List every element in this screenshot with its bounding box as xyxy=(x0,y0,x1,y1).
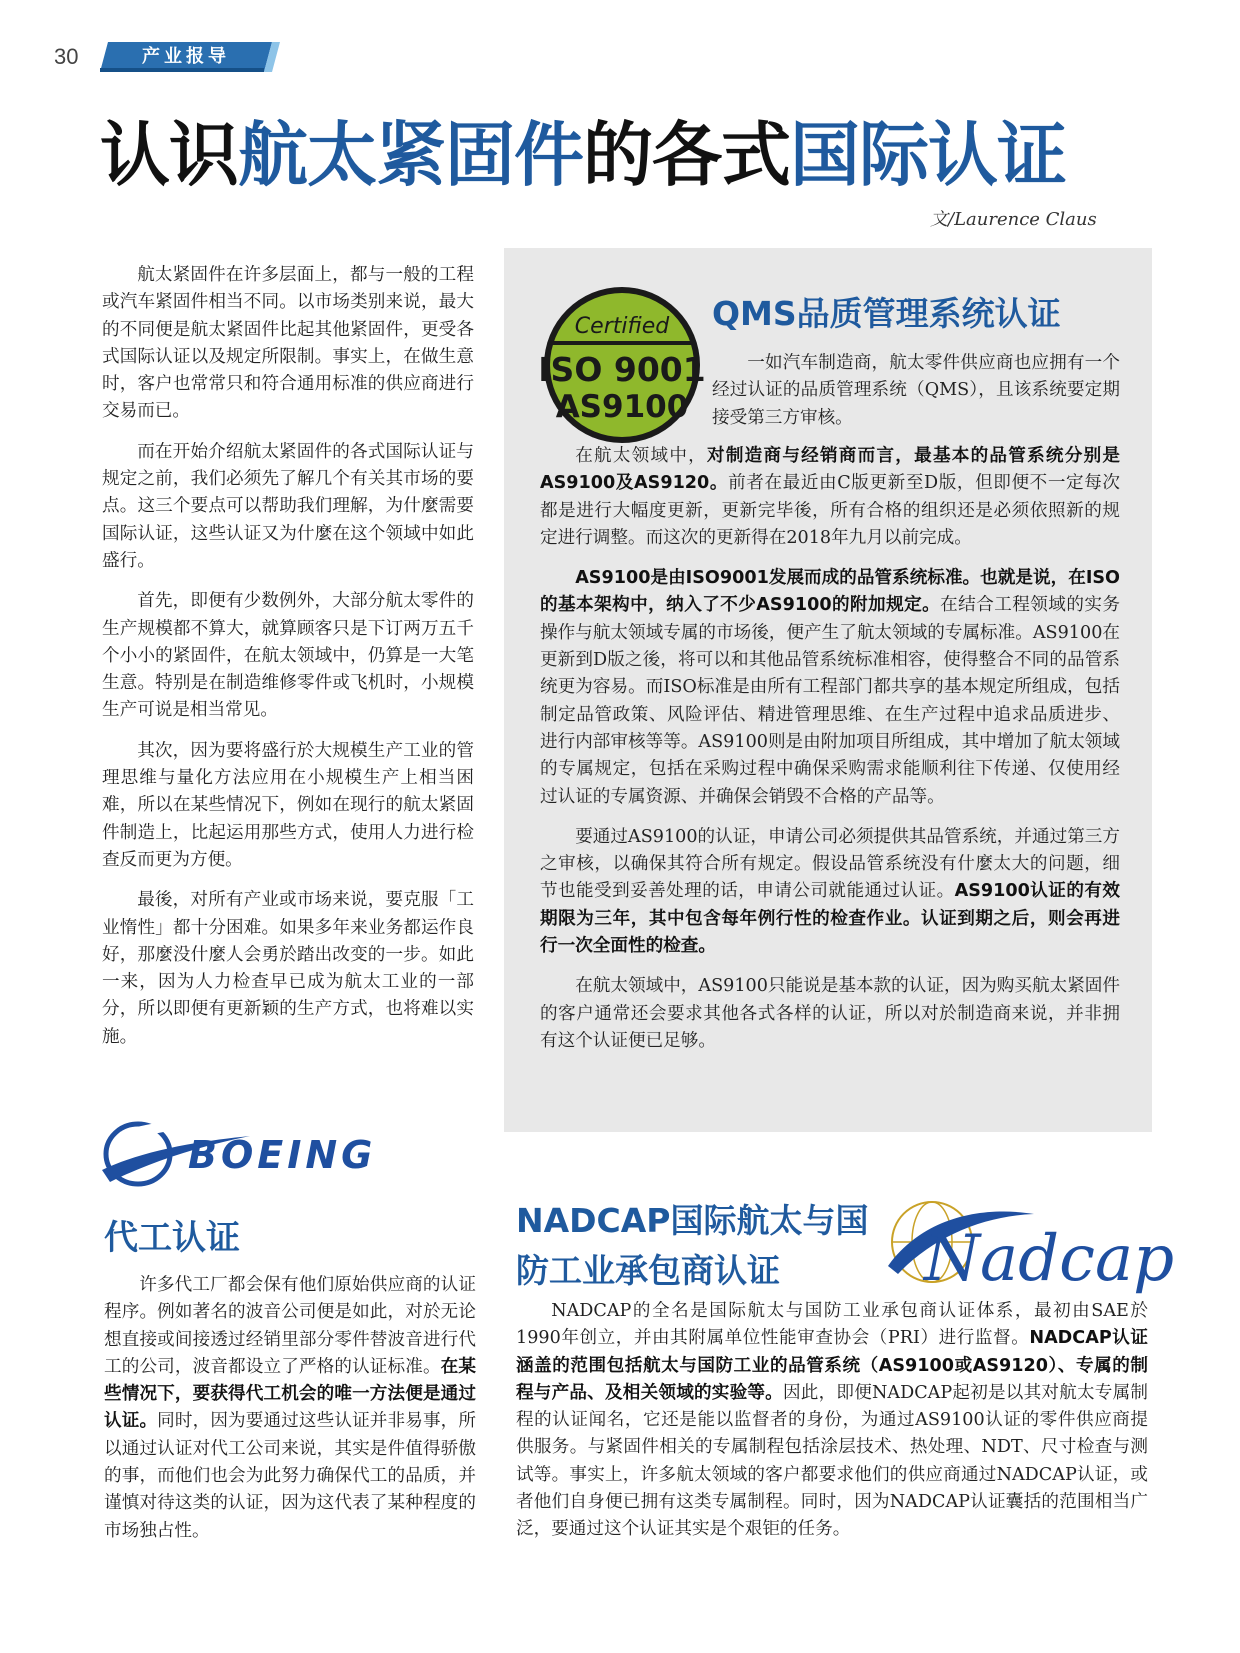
boeing-heading: 代工认证 xyxy=(104,1218,240,1258)
qms-paragraph-5: 在航太领域中，AS9100只能说是基本款的认证，因为购买航太紧固件的客户通常还会要求其他各式各样的认证，所以对於制造商来说，并非拥有这个认证便已足够。 xyxy=(540,976,1120,1051)
qms-p3-bold: AS9100是由ISO9001发展而成的品管系统标准。也就是说，在ISO的基本架构中，纳入了不少AS9100的附加规定。 xyxy=(540,568,1120,616)
qms-paragraph-3 xyxy=(540,565,1120,811)
qms-p2-bold: 对制造商与经销商而言，最基本的品管系统分别是AS9100及AS9120。 xyxy=(540,446,1120,494)
qms-p1-text: 一如汽车制造商，航太零件供应商也应拥有一个经过认证的品质管理系统（QMS），且该系统要定期接受第三方审核。 xyxy=(712,353,1120,428)
boeing-logo xyxy=(100,1112,460,1192)
nadcap-heading-line-1: NADCAP国际航太与国 xyxy=(516,1201,869,1240)
nadcap-logo xyxy=(884,1196,1175,1296)
intro-paragraph-1: 航太紧固件在许多层面上，都与一般的工程或汽车紧固件相当不同。以市场类别来说，最大的不同便是航太紧固件比起其他紧固件，更受各式国际认证以及规定所限制。事实上，在做生意时，客户也常常只和符合通用标准的供应商进行交易而已。 xyxy=(102,265,474,422)
qms-paragraph-4 xyxy=(540,824,1120,960)
intro-paragraph-5: 最後，对所有产业或市场来说，要克服「工业惰性」都十分困难。如果多年来业务都运作良好，那麼没什麼人会勇於踏出改变的一步。如此一来，因为人力检查早已成为航太工业的一部分，所以即便有更新颖的生产方式，也将难以实施。 xyxy=(102,890,474,1047)
title-part-3: 的各式 xyxy=(583,114,790,196)
title-part-4: 国际认证 xyxy=(790,114,1066,196)
qms-paragraph-1 xyxy=(712,350,1120,432)
nadcap-p-rest: 因此，即便NADCAP起初是以其对航太专属制程的认证闻名，它还是能以监督者的身份，为通过AS9100认证的零件供应商提供服务。与紧固件相关的专属制程包括涂层技术、热处理、NDT、尺寸检查与测试等。事实上，许多航太领域的客户都要求他们的供应商通过NADCAP认证，或者他们自身便已拥有这类专属制程。同时，因为NADCAP认证囊括的范围相当广泛，要通过这个认证其实是个艰钜的任务。 xyxy=(516,1382,1148,1540)
qms-p2-lead: 在航太领域中， xyxy=(575,446,707,466)
page-title xyxy=(100,110,1066,200)
nadcap-body xyxy=(516,1298,1148,1557)
nadcap-heading-line-2: 防工业承包商认证 xyxy=(516,1251,780,1290)
qms-p2-rest: 前者在最近由C版更新至D版，但即便不一定每次都是进行大幅度更新，更新完毕後，所有合格的组织还是必须依照新的规定进行调整。而这次的更新得在2018年九月以前完成。 xyxy=(540,473,1120,548)
badge-certified-text: Certified xyxy=(574,314,670,339)
qms-p4-bold: AS9100认证的有效期限为三年，其中包含每年例行性的检查作业。认证到期之后，则会再进行一次全面性的检查。 xyxy=(540,881,1120,957)
intro-paragraph-2: 而在开始介绍航太紧固件的各式国际认证与规定之前，我们必须先了解几个有关其市场的要点。这三个要点可以帮助我们理解，为什麼需要国际认证，这些认证又为什麼在这个领域中如此盛行。 xyxy=(102,441,474,571)
left-column xyxy=(102,262,474,1064)
byline: 文/Laurence Claus xyxy=(930,209,1097,230)
qms-heading: QMS品质管理系统认证 xyxy=(712,294,1061,333)
intro-paragraph-4: 其次，因为要将盛行於大规模生产工业的管理思维与量化方法应用在小规模生产上相当困难，所以在某些情况下，例如在现行的航太紧固件制造上，比起运用那些方式，使用人力进行检查反而更为方便。 xyxy=(102,740,474,870)
boeing-body xyxy=(104,1272,476,1558)
title-part-1: 认识 xyxy=(100,114,238,196)
boeing-p-rest: 同时，因为要通过这些认证并非易事，所以通过认证对代工公司来说，其实是件值得骄傲的事，而他们也会为此努力确保代工的品质，并谨慎对待这类的认证，因为这代表了某种程度的市场独占性。 xyxy=(104,1411,476,1541)
nadcap-p-lead: NADCAP的全名是国际航太与国防工业承包商认证体系，最初由SAE於1990年创立，并由其附属单位性能审查协会（PRI）进行监督。 xyxy=(516,1301,1148,1349)
qms-paragraph-2 xyxy=(540,443,1120,552)
qms-p3-rest: 在结合工程领域的实务操作与航太领域专属的市场後，便产生了航太领域的专属标准。AS9100在更新到D版之後，将可以和其他品管系统标准相容，使得整合不同的品管系统更为容易。而ISO标准是由所有工程部门都共享的基本规定所组成，包括制定品管政策、风险评估、精进管理思维、在生产过程中追求品质进步、进行内部审核等等。AS9100则是由附加项目所组成，其中增加了航太领域的专属规定，包括在采购过程中确保采购需求能顺利往下传递、仅使用经过认证的专属资源、并确保会销毁不合格的产品等。 xyxy=(540,595,1120,807)
nadcap-logo-text: Nadcap xyxy=(924,1222,1175,1296)
badge-iso-text: ISO 9001 xyxy=(538,350,706,389)
qms-p4-lead: 要通过AS9100的认证，申请公司必须提供其品管系统，并通过第三方之审核，以确保其符合所有规定。假设品管系统没有什麼太大的问题，细节也能受到妥善处理的话，申请公司就能通过认证。 xyxy=(540,826,1120,902)
boeing-paragraph xyxy=(104,1272,476,1545)
nadcap-paragraph xyxy=(516,1298,1148,1544)
boeing-p-bold: 在某些情况下，要获得代工机会的唯一方法便是通过认证。 xyxy=(104,1356,476,1432)
boeing-p-lead: 许多代工厂都会保有他们原始供应商的认证程序。例如著名的波音公司便是如此，对於无论想直接或间接透过经销里部分零件替波音进行代工的公司，波音都设立了严格的认证标准。 xyxy=(104,1275,476,1377)
iso-certified-badge xyxy=(538,285,706,445)
qms-body xyxy=(540,443,1120,1068)
boeing-logo-text: BOEING xyxy=(188,1133,377,1177)
intro-paragraph-3: 首先，即便有少数例外，大部分航太零件的生产规模都不算大，就算顾客只是下订两万五千个小小的紧固件，在航太领域中，仍算是一大笔生意。特别是在制造维修零件或飞机时，小规模生产可说是相当常见。 xyxy=(102,591,474,721)
page-number: 30 xyxy=(54,44,79,69)
section-label: 产业报导 xyxy=(142,46,230,67)
nadcap-p-bold: NADCAP认证涵盖的范围包括航太与国防工业的品管系统（AS9100或AS9120）、专属的制程与产品、及相关领域的实验等。 xyxy=(516,1328,1148,1403)
title-part-2: 航太紧固件 xyxy=(238,114,583,196)
badge-as-text: AS9100 xyxy=(555,389,689,425)
nadcap-heading xyxy=(516,1196,869,1296)
